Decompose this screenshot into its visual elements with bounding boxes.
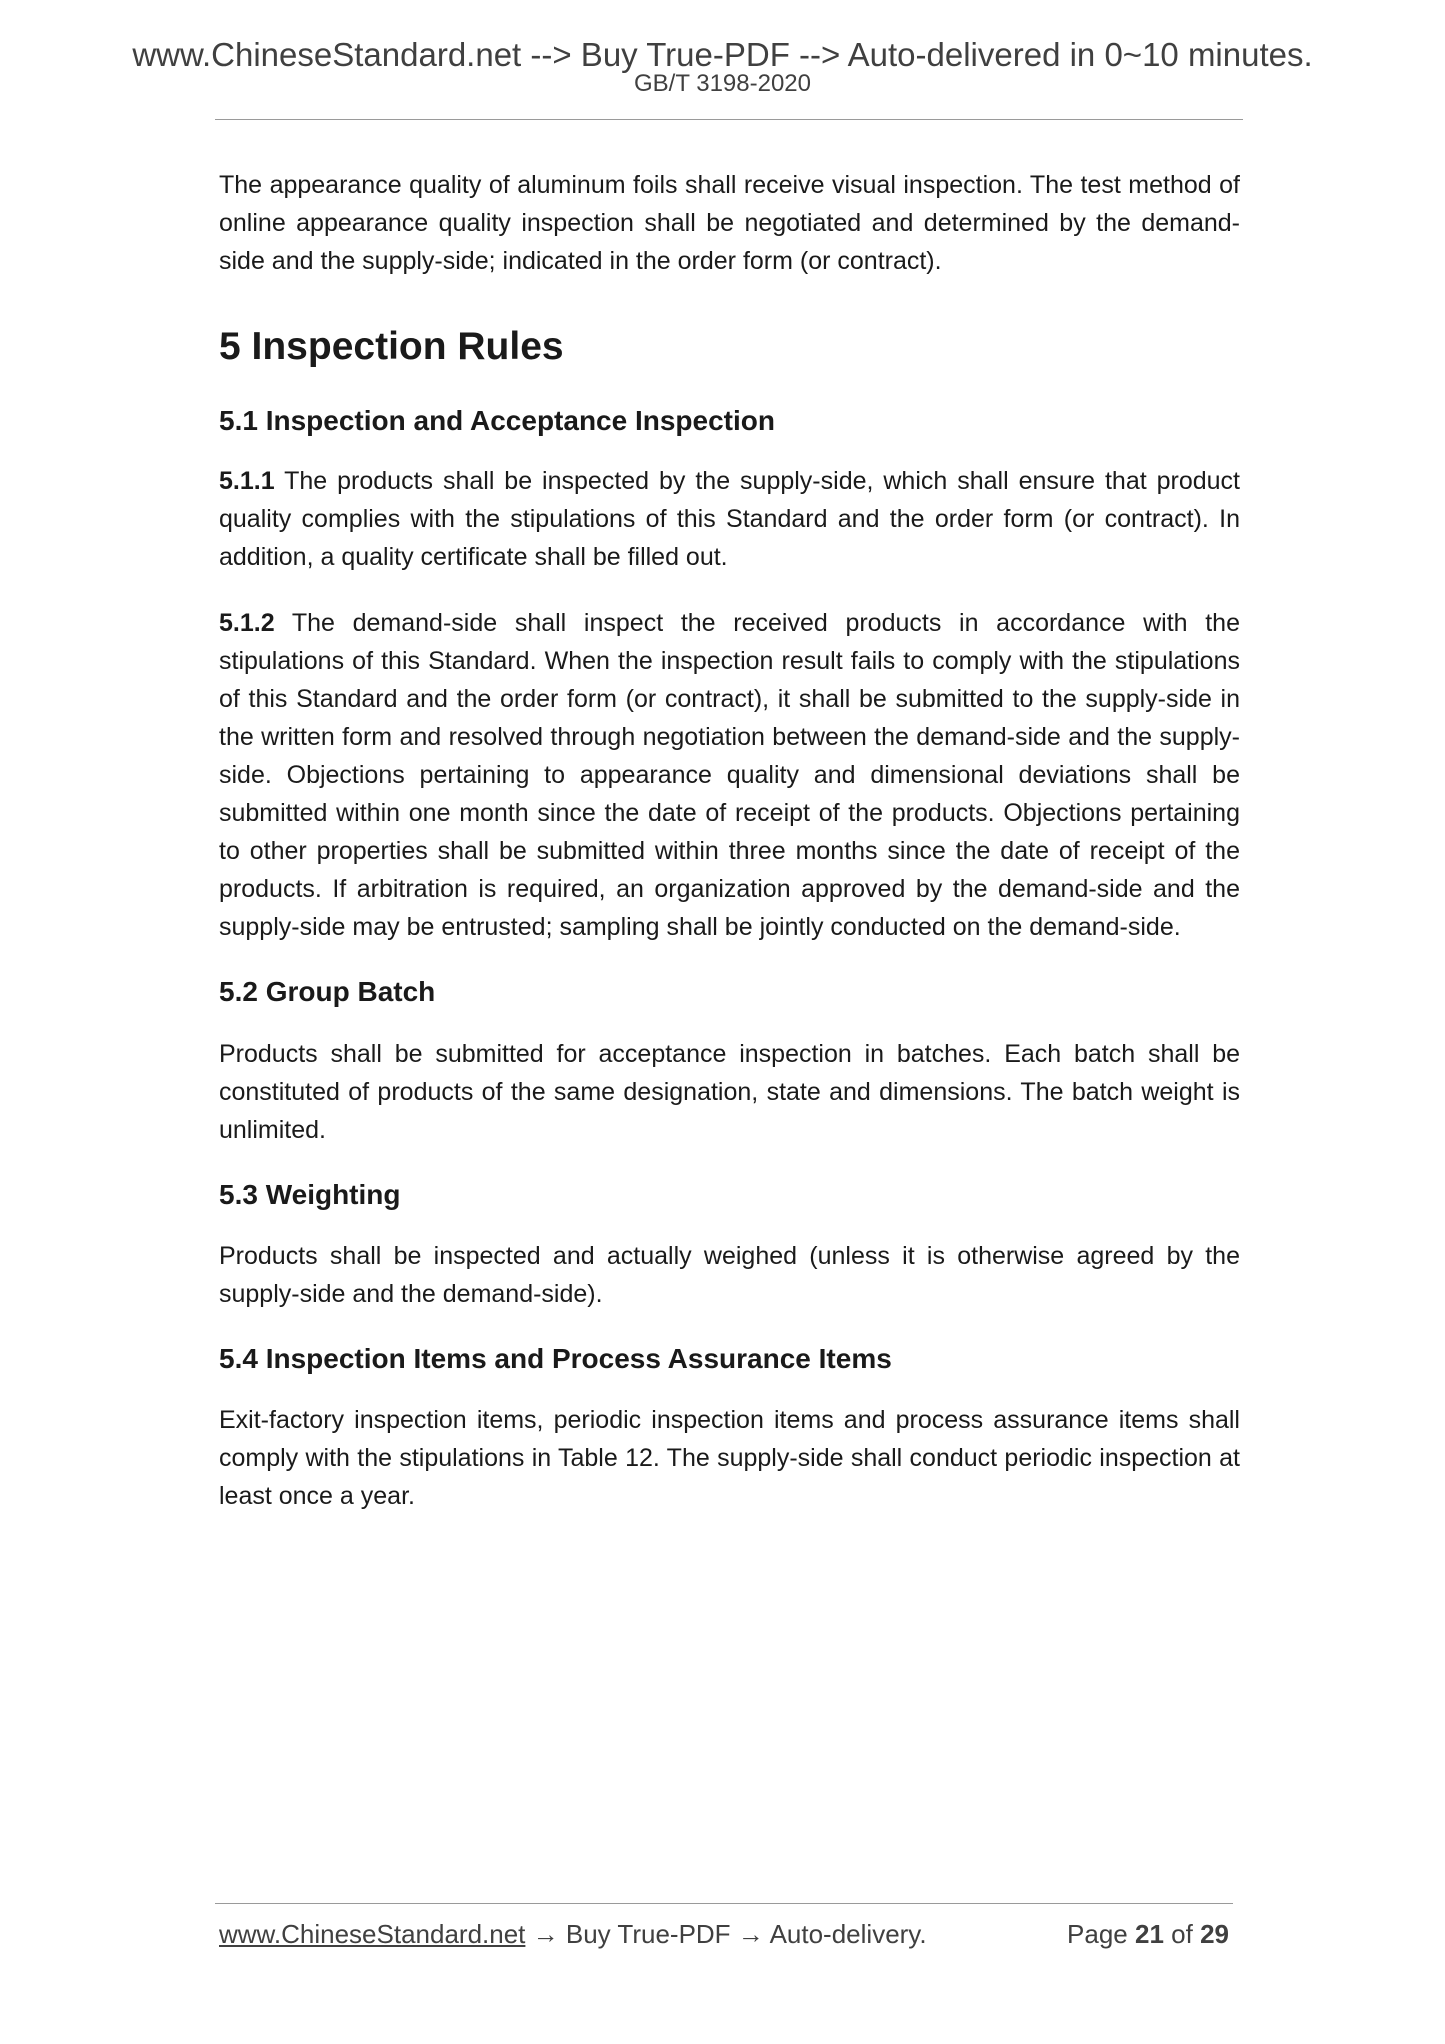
clause-number: 5.1.2 bbox=[219, 609, 275, 638]
document-id: GB/T 3198-2020 bbox=[633, 70, 811, 97]
clause-text: The demand-side shall inspect the received products in accordance with the stipulations of this Standard. When the inspection result fails to comply with the stipulations of this Standard and the order form (or contract), it shall be submitted to the supply-side in the written form and resolved through negotiation between the demand-side and the supply-side. Objections pertaining to appearance quality and dimensional deviations shall be submitted within one month since the date of receipt of the products. Objections pertaining to other properties shall be submitted within three months since the date of receipt of the products. If arbitration is required, an organization approved by the demand-side and the supply-side may be entrusted; sampling shall be jointly conducted on the demand-side. bbox=[219, 609, 1240, 942]
page-label: Page bbox=[1067, 1919, 1128, 1949]
page-content bbox=[219, 166, 1240, 1515]
clause-5-1-2 bbox=[219, 604, 1240, 946]
subsection-5-2-title: 5.2 Group Batch bbox=[219, 976, 436, 1008]
subsection-5-4-title: 5.4 Inspection Items and Process Assurance Items bbox=[219, 1342, 892, 1374]
site-link[interactable]: www.ChineseStandard.net bbox=[219, 1919, 526, 1949]
site-banner: www.ChineseStandard.net --> Buy True-PDF --> Auto-delivered in 0~10 minutes. bbox=[132, 36, 1313, 73]
footer-divider bbox=[215, 1903, 1233, 1904]
subsection-5-1-title: 5.1 Inspection and Acceptance Inspection bbox=[219, 404, 775, 436]
page-current: 21 bbox=[1135, 1919, 1164, 1949]
subsection-5-2-text: Products shall be submitted for acceptance inspection in batches. Each batch shall be constituted of products of the same designation, state and dimensions. The batch weight is unlimited. bbox=[219, 1039, 1240, 1144]
of-label: of bbox=[1171, 1919, 1193, 1949]
section-title: 5 Inspection Rules bbox=[219, 325, 564, 368]
clause-text: The products shall be inspected by the supply-side, which shall ensure that product quality complies with the stipulations of this Standard and the order form (or contract). In addition, a quality certificate shall be filled out. bbox=[219, 467, 1240, 572]
subsection-5-4-text: Exit-factory inspection items, periodic inspection items and process assurance items shall comply with the stipulations in Table 12. The supply-side shall conduct periodic inspection at least once a year. bbox=[219, 1406, 1240, 1511]
intro-paragraph: The appearance quality of aluminum foils shall receive visual inspection. The test method of online appearance quality inspection shall be negotiated and determined by the demand-side and the supply-side; indicated in the order form (or contract). bbox=[219, 171, 1240, 275]
page-total: 29 bbox=[1200, 1919, 1229, 1949]
page-indicator bbox=[1067, 1918, 1229, 1952]
footer-promo bbox=[219, 1918, 927, 1952]
subsection-5-3-text: Products shall be inspected and actually weighed (unless it is otherwise agreed by the supply-side and the demand-side). bbox=[219, 1241, 1240, 1308]
clause-number: 5.1.1 bbox=[219, 467, 275, 496]
clause-5-1-1 bbox=[219, 462, 1240, 576]
header-divider bbox=[215, 119, 1243, 120]
footer-tagline: → Buy True-PDF → Auto-delivery. bbox=[525, 1919, 927, 1949]
subsection-5-3-title: 5.3 Weighting bbox=[219, 1178, 401, 1210]
